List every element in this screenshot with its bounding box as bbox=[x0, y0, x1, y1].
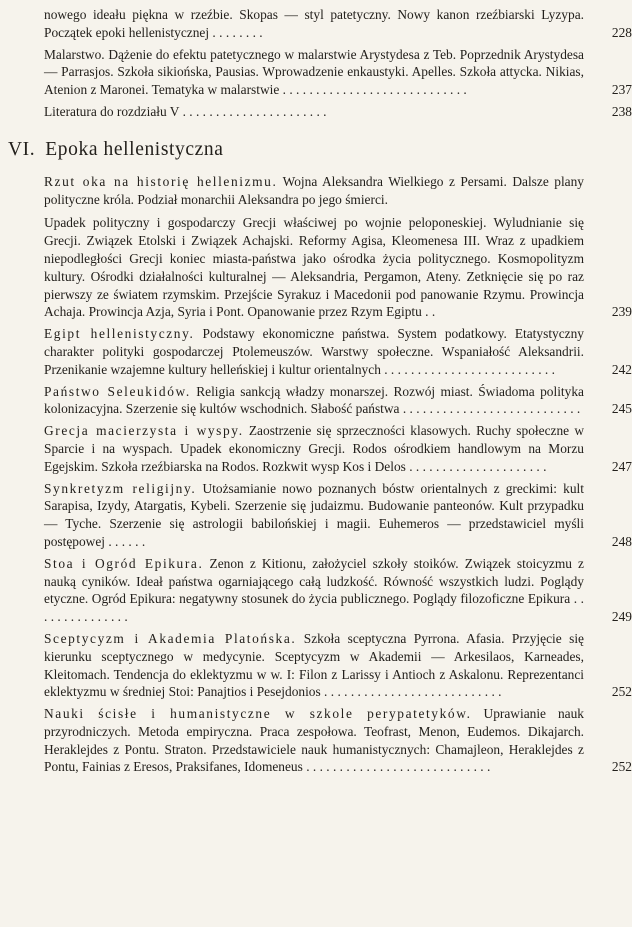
toc-entry bbox=[44, 480, 632, 551]
toc-page-number: 248 bbox=[611, 533, 632, 549]
toc-entry bbox=[44, 214, 632, 321]
toc-entry-text: Egipt hellenistyczny. Podstawy ekonomiczne państwa. System podatkowy. Etatystyczny charakter polityki gospodarczej Ptolemeuszów. Warstwy społeczne. Wspaniałość Aleksandrii. Przenikanie wzajemne kultury helleńskiej i kultur orientalnych . . . . . . . . . . . . . . . . . . . . . . . . . . bbox=[44, 326, 585, 377]
toc-entry-heading: Grecja macierzysta i wyspy. bbox=[44, 423, 244, 439]
toc-entry-text: Sceptycyzm i Akademia Platońska. Szkoła sceptyczna Pyrrona. Afasia. Przyjęcie się kierunku sceptycznego w medycynie. Sceptycyzm w Akademii — Arkesilaos, Karneades, Kleitomach. Tendencja do eklektyzmu w w. I: Filon z Larissy i Antioch z Askalonu. Reprezentanci eklektyzmu w średniej Stoi: Panajtios i Pesejdonios . . . . . . . . . . . . . . . . . . . . . . . . . . . bbox=[44, 630, 584, 700]
chapter-number: VI. bbox=[8, 138, 36, 160]
toc-page-number: 228 bbox=[611, 24, 632, 40]
toc-entry bbox=[44, 422, 632, 475]
toc-entry bbox=[44, 383, 632, 419]
toc-entry bbox=[44, 555, 632, 626]
toc-entry bbox=[44, 630, 632, 701]
toc-page-number: 237 bbox=[611, 82, 632, 98]
toc-entry-text: Państwo Seleukidów. Religia sankcją władzy monarszej. Rozwój miast. Świadoma polityka kolonizacyjna. Szerzenie się kultów wschodnich. Słabość państwa . . . . . . . . . . . . . . . . . . . . . . . . . . . bbox=[44, 383, 584, 417]
toc-entry-text: Grecja macierzysta i wyspy. Zaostrzenie się sprzeczności klasowych. Ruchy społeczne w Sparcie i na wyspach. Upadek ekonomiczny Grecji. Rodos ośrodkiem handlowym na Morzu Egejskim. Szkoła rzeźbiarska na Rodos. Rozkwit wysp Kos i Delos . . . . . . . . . . . . . . . . . . . . . bbox=[44, 423, 584, 474]
toc-entry bbox=[44, 6, 632, 42]
chapter-heading bbox=[8, 139, 620, 161]
toc-entry-heading: Egipt hellenistyczny. bbox=[44, 326, 195, 342]
toc-page-number: 238 bbox=[611, 103, 632, 119]
toc-entry-text: Synkretyzm religijny. Utożsamianie nowo poznanych bóstw orientalnych z greckimi: kult Sarapisa, Izydy, Atargatis, Kybeli. Szerzenie się judaizmu. Budowanie panteonów. Kult przypadku — Tyche. Szerzenie się astrologii babilońskiej i magii. Euhemeros — przedstawiciel myśli postępowej . . . . . . bbox=[44, 480, 584, 549]
toc-entry-text: nowego ideału piękna w rzeźbie. Skopas — styl patetyczny. Nowy kanon rzeźbiarski Lyzypa. Początek epoki hellenistycznej . . . . . . . . bbox=[44, 7, 584, 40]
toc-page-number: 239 bbox=[611, 304, 632, 320]
toc-entry-heading: Synkretyzm religijny. bbox=[44, 480, 197, 496]
toc-page-number: 252 bbox=[611, 684, 632, 700]
toc-page-number: 245 bbox=[611, 401, 632, 417]
toc-entry-heading: Sceptycyzm i Akademia Platońska. bbox=[44, 630, 297, 646]
toc-entry bbox=[44, 173, 584, 209]
toc-entry-heading: Rzut oka na historię hellenizmu. bbox=[44, 173, 278, 189]
toc-entry-heading: Stoa i Ogród Epikura. bbox=[44, 555, 204, 571]
toc-entry-text: Rzut oka na historię hellenizmu. Wojna Aleksandra Wielkiego z Persami. Dalsze plany polityczne króla. Podział monarchii Aleksandra po jego śmierci. bbox=[44, 173, 584, 207]
toc-entry-text: Literatura do rozdziału V . . . . . . . . . . . . . . . . . . . . . . bbox=[44, 103, 327, 119]
toc-entry-heading: Państwo Seleukidów. bbox=[44, 383, 191, 399]
toc-page-number: 242 bbox=[611, 361, 632, 377]
toc-entry-text: Nauki ścisłe i humanistyczne w szkole perypatetyków. Uprawianie nauk przyrodniczych. Metoda empiryczna. Praca zespołowa. Teofrast, Menon, Eudemos. Dikajarch. Heraklejdes z Pontu. Straton. Przedstawiciele nauk humanistycznych: Chamajleon, Heraklejdes z Pontu, Fainias z Eresos, Praksifanes, Idomeneus . . . . . . . . . . . . . . . . . . . . . . . . . . . . bbox=[44, 706, 585, 775]
toc-entry-text: Upadek polityczny i gospodarczy Grecji właściwej po wojnie peloponeskiej. Wyludnianie się Grecji. Związek Etolski i Związek Achajski. Reformy Agisa, Kleomenesa III. Wraz z upadkiem niepodległości Grecji koniec miasta-państwa jako ośrodka życia politycznego. Kosmopolityzm kultury. Ośrodki działalności kulturalnej — Aleksandria, Pergamon, Ateny. Zetknięcie się po raz pierwszy ze światem rzymskim. Przejście Syrakuz i Macedonii pod panowanie Rzymu. Prowincja Achaja. Prowincja Azja, Syria i Pont. Opanowanie przez Rzym Egiptu . . bbox=[44, 215, 584, 320]
toc-entry bbox=[44, 325, 632, 378]
toc-entry-text: Malarstwo. Dążenie do efektu patetycznego w malarstwie Arystydesa z Teb. Poprzednik Arystydesa — Parrasjos. Szkoła sikiońska, Pausias. Wprowadzenie enkaustyki. Apelles. Szkoła attycka. Nikias, Atenion z Maronei. Tematyka w malarstwie . . . . . . . . . . . . . . . . . . . . . . . . . . . . bbox=[44, 46, 584, 98]
toc-page-number: 247 bbox=[611, 458, 632, 474]
toc-entry-text: Stoa i Ogród Epikura. Zenon z Kitionu, założyciel szkoły stoików. Związek stoicyzmu z nauką cyników. Ideał państwa ogarniającego całą ludzkość. Równość wszystkich ludzi. Poglądy etyczne. Ogród Epikura: negatywny stosunek do życia publicznego. Poglądy filozoficzne Epikura . . . . . . . . . . . . . . . bbox=[44, 555, 584, 625]
toc-entry bbox=[44, 103, 632, 121]
toc-page-number: 252 bbox=[611, 759, 632, 775]
toc-entry-heading: Nauki ścisłe i humanistyczne w szkole perypatetyków. bbox=[44, 706, 472, 722]
toc-page-number: 249 bbox=[611, 609, 632, 625]
toc-entry bbox=[44, 705, 632, 776]
chapter-title: Epoka hellenistyczna bbox=[45, 138, 224, 160]
toc-entry bbox=[44, 46, 632, 99]
